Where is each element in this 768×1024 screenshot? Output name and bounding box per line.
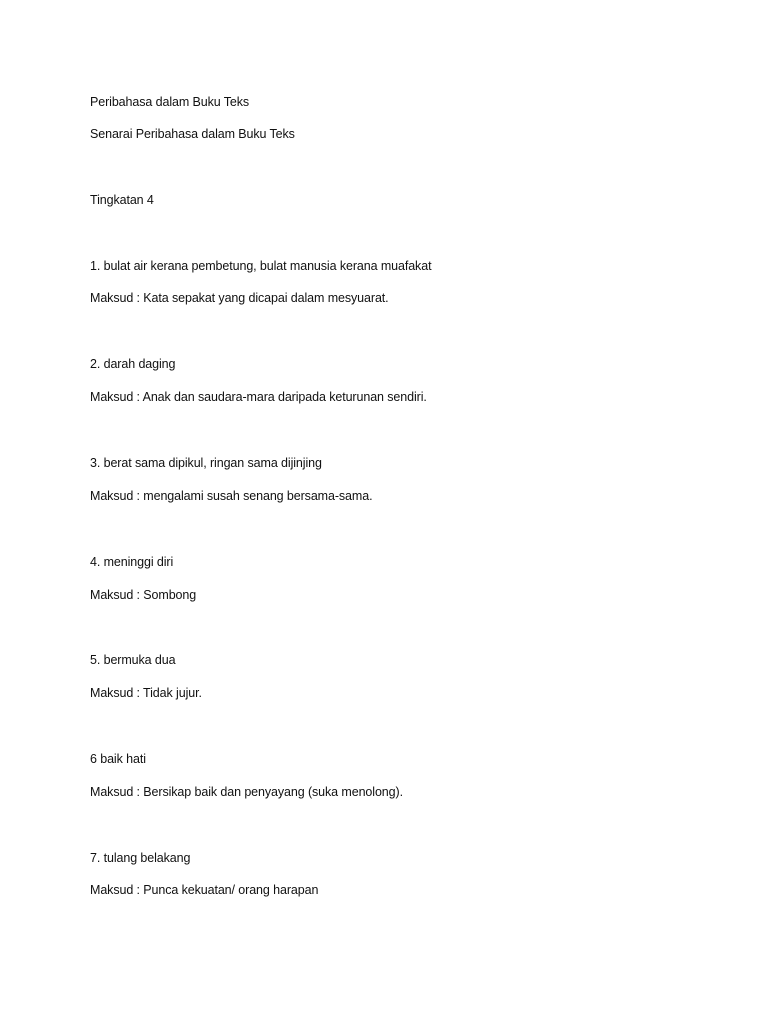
proverb-4: 4. meninggi diri	[90, 555, 174, 569]
meaning-4: Maksud : Sombong	[90, 588, 197, 602]
proverb-1: 1. bulat air kerana pembetung, bulat manusia kerana muafakat	[90, 259, 432, 273]
proverb-3: 3. berat sama dipikul, ringan sama dijinjing	[90, 456, 322, 470]
proverb-5: 5. bermuka dua	[90, 653, 176, 667]
meaning-6: Maksud : Bersikap baik dan penyayang (suka menolong).	[90, 785, 403, 799]
meaning-5: Maksud : Tidak jujur.	[90, 686, 202, 700]
document-title: Peribahasa dalam Buku Teks	[90, 95, 250, 109]
meaning-7: Maksud : Punca kekuatan/ orang harapan	[90, 883, 319, 897]
meaning-2: Maksud : Anak dan saudara-mara daripada keturunan sendiri.	[90, 390, 427, 404]
proverb-2: 2. darah daging	[90, 357, 176, 371]
proverb-7: 7. tulang belakang	[90, 851, 191, 865]
proverb-6: 6 baik hati	[90, 752, 146, 766]
level-heading: Tingkatan 4	[90, 193, 154, 207]
meaning-3: Maksud : mengalami susah senang bersama-sama.	[90, 489, 373, 503]
meaning-1: Maksud : Kata sepakat yang dicapai dalam mesyuarat.	[90, 291, 389, 305]
document-subtitle: Senarai Peribahasa dalam Buku Teks	[90, 127, 295, 141]
